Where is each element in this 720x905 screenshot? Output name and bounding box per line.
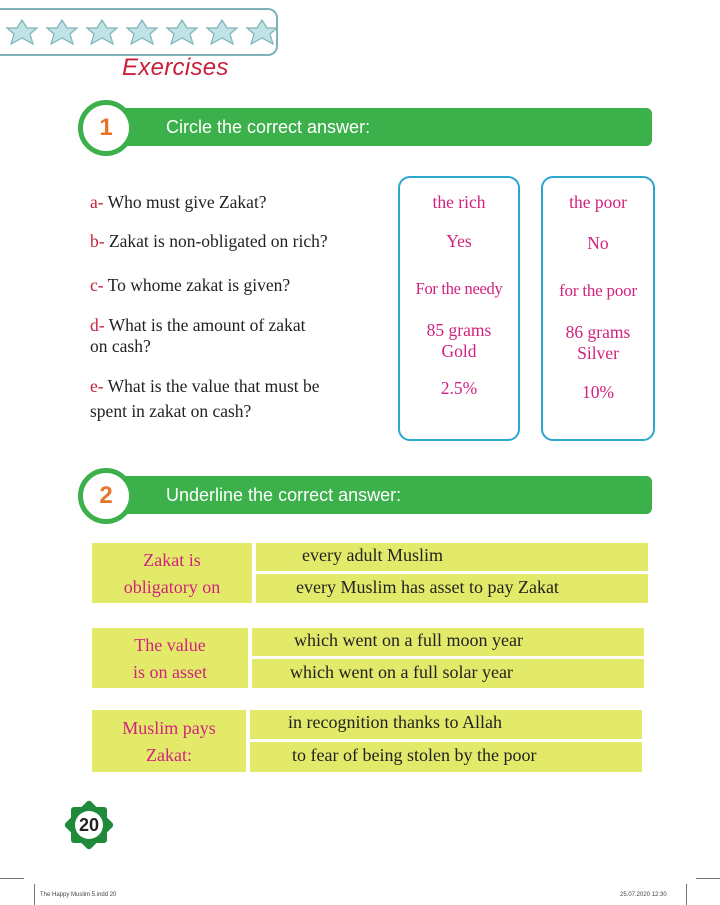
decorative-pattern-band: [0, 8, 278, 56]
crop-mark-right: [696, 878, 720, 879]
option-d1[interactable]: 85 grams Gold: [426, 320, 492, 361]
question-c: c- To whome zakat is given?: [90, 275, 291, 295]
option-e2[interactable]: 10%: [581, 382, 615, 402]
crop-mark-right-vertical: [686, 884, 687, 905]
page-number: 20: [78, 815, 100, 835]
section1-number-badge: 1: [78, 100, 134, 156]
table1-answer-1[interactable]: every adult Muslim: [256, 543, 648, 571]
footer-timestamp: 25.07.2020 12:30: [620, 892, 667, 898]
section1-heading: Circle the correct answer:: [166, 117, 371, 137]
table1-prompt-cell: Zakat is obligatory on: [92, 543, 252, 603]
question-b: b- Zakat is non-obligated on rich?: [90, 231, 328, 251]
option-c1[interactable]: For the needy: [415, 279, 503, 298]
question-e: e- What is the value that must be spent in zakat on cash?: [90, 376, 320, 421]
option-e1[interactable]: 2.5%: [440, 378, 478, 398]
table3-prompt-cell: Muslim pays Zakat:: [92, 710, 246, 772]
star-pattern-icon: [0, 10, 278, 56]
crop-mark-left: [0, 878, 24, 879]
crop-mark-left-vertical: [34, 884, 35, 905]
option-c2[interactable]: for the poor: [559, 281, 637, 300]
option-a1[interactable]: the rich: [432, 192, 486, 212]
question-a: a- Who must give Zakat?: [90, 192, 267, 212]
option-d2[interactable]: 86 grams Silver: [565, 322, 631, 363]
table1-answer-2[interactable]: every Muslim has asset to pay Zakat: [256, 574, 648, 603]
section1-heading-bar: [80, 108, 652, 146]
table3-answer-2[interactable]: to fear of being stolen by the poor: [250, 742, 642, 772]
page-title: Exercises: [122, 54, 229, 81]
table2-prompt-cell: The value is on asset: [92, 628, 248, 688]
section2-heading: Underline the correct answer:: [166, 485, 402, 505]
options-column-1: [398, 176, 520, 441]
option-a2[interactable]: the poor: [569, 192, 627, 212]
footer-file-name: The Happy Muslim 5.indd 20: [40, 892, 117, 898]
table2-answer-1[interactable]: which went on a full moon year: [252, 628, 644, 656]
table3-answer-1[interactable]: in recognition thanks to Allah: [250, 710, 642, 739]
question-d: d- What is the amount of zakat on cash?: [90, 315, 306, 356]
option-b1[interactable]: Yes: [446, 231, 472, 251]
section2-number-badge: 2: [78, 468, 134, 524]
table2-answer-2[interactable]: which went on a full solar year: [252, 659, 644, 688]
option-b2[interactable]: No: [587, 233, 609, 253]
section2-heading-bar: [80, 476, 652, 514]
